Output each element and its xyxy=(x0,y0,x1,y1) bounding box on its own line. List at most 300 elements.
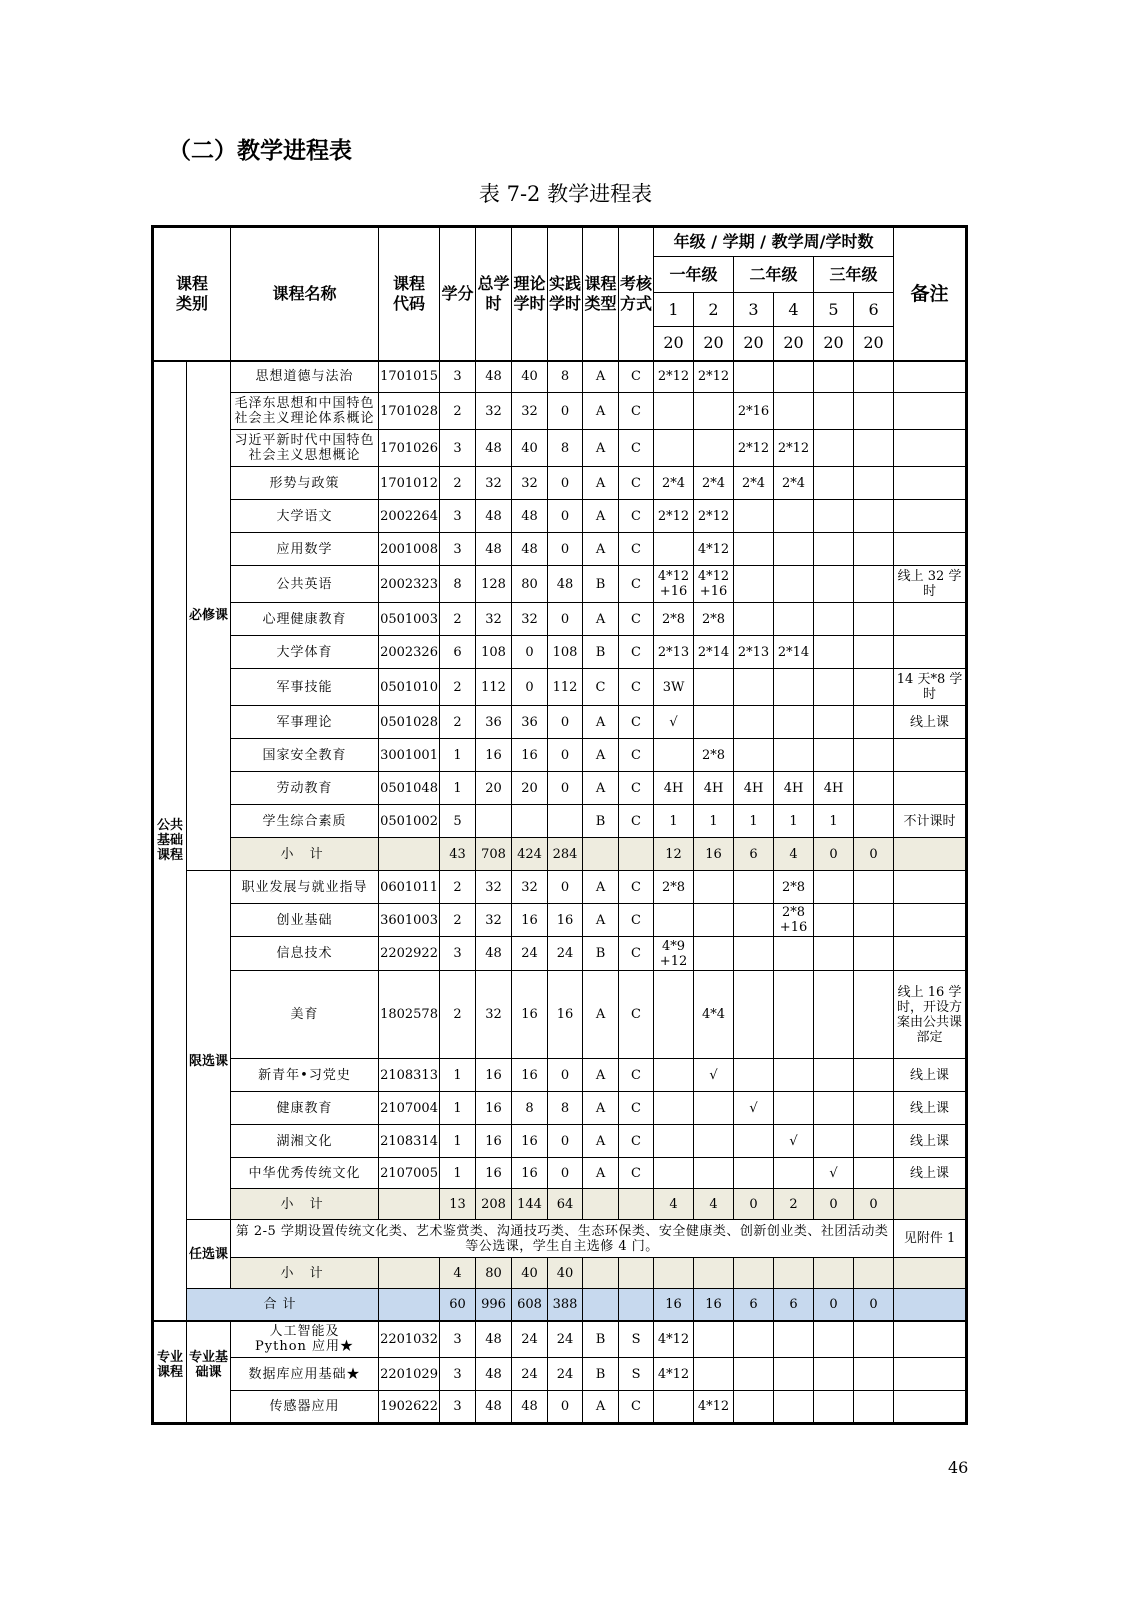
term-2-hours xyxy=(694,393,734,430)
header-credit: 学分 xyxy=(440,227,476,361)
course-exam-mode: C xyxy=(619,500,654,533)
subtotal-total-hours: 208 xyxy=(476,1189,512,1220)
subtotal-exam xyxy=(619,1258,654,1289)
term-6-hours xyxy=(854,1358,894,1391)
course-code: 2001008 xyxy=(379,533,440,566)
header-remark: 备注 xyxy=(894,227,967,361)
course-exam-mode: C xyxy=(619,669,654,706)
term-6-hours xyxy=(854,566,894,603)
term-3-hours xyxy=(734,500,774,533)
course-total-hours: 32 xyxy=(476,904,512,937)
course-type: A xyxy=(583,904,619,937)
subtotal-type xyxy=(583,1289,619,1321)
course-exam-mode: S xyxy=(619,1321,654,1358)
course-theory-hours: 24 xyxy=(512,937,548,971)
header-course-type: 课程 类型 xyxy=(583,227,619,361)
course-remark: 线上课 xyxy=(894,1158,967,1189)
term-3-hours xyxy=(734,1158,774,1189)
course-name: 应用数学 xyxy=(231,533,379,566)
course-total-hours: 112 xyxy=(476,669,512,706)
course-practice-hours: 0 xyxy=(548,1125,583,1158)
course-total-hours: 108 xyxy=(476,636,512,669)
term-2-hours xyxy=(694,937,734,971)
course-total-hours: 48 xyxy=(476,1358,512,1391)
course-practice-hours: 0 xyxy=(548,1059,583,1092)
course-row xyxy=(153,871,967,904)
term-1-hours: 2*12 xyxy=(654,361,694,393)
course-exam-mode: C xyxy=(619,971,654,1059)
course-exam-mode: C xyxy=(619,393,654,430)
course-theory-hours: 32 xyxy=(512,467,548,500)
course-practice-hours: 0 xyxy=(548,739,583,772)
term-3-hours xyxy=(734,1125,774,1158)
course-practice-hours: 24 xyxy=(548,1358,583,1391)
course-credit: 3 xyxy=(440,1358,476,1391)
course-credit: 1 xyxy=(440,772,476,805)
course-credit: 8 xyxy=(440,566,476,603)
term-2-hours xyxy=(694,1092,734,1125)
subtotal-code xyxy=(379,1189,440,1220)
term-4-hours xyxy=(774,566,814,603)
course-type: B xyxy=(583,1321,619,1358)
course-type: B xyxy=(583,636,619,669)
subtotal-remark xyxy=(894,1189,967,1220)
term-2-hours xyxy=(694,430,734,467)
term-4-hours xyxy=(774,533,814,566)
course-code: 1902622 xyxy=(379,1391,440,1424)
term-3-hours xyxy=(734,1391,774,1424)
course-remark xyxy=(894,361,967,393)
header-weeks-6: 20 xyxy=(854,327,894,361)
term-3-hours: 4H xyxy=(734,772,774,805)
term-5-hours xyxy=(814,393,854,430)
term-5-hours xyxy=(814,1391,854,1424)
term-3-hours xyxy=(734,669,774,706)
term-4-hours: 2*8 xyxy=(774,871,814,904)
course-name: 健康教育 xyxy=(231,1092,379,1125)
term-5-hours xyxy=(814,937,854,971)
course-theory-hours: 80 xyxy=(512,566,548,603)
course-row xyxy=(153,772,967,805)
course-exam-mode: C xyxy=(619,739,654,772)
course-theory-hours: 32 xyxy=(512,393,548,430)
course-credit: 3 xyxy=(440,1391,476,1424)
course-type: B xyxy=(583,805,619,838)
course-name: 中华优秀传统文化 xyxy=(231,1158,379,1189)
course-type: A xyxy=(583,772,619,805)
term-6-hours xyxy=(854,904,894,937)
course-credit: 3 xyxy=(440,1321,476,1358)
term-2-hours: 2*4 xyxy=(694,467,734,500)
subtotal-practice-hours: 40 xyxy=(548,1258,583,1289)
term-3-hours: 1 xyxy=(734,805,774,838)
course-practice-hours: 0 xyxy=(548,706,583,739)
course-total-hours: 48 xyxy=(476,937,512,971)
subtotal-term-2: 4 xyxy=(694,1189,734,1220)
course-remark: 线上 32 学时 xyxy=(894,566,967,603)
term-3-hours xyxy=(734,937,774,971)
term-1-hours: 3W xyxy=(654,669,694,706)
term-1-hours xyxy=(654,1391,694,1424)
term-4-hours xyxy=(774,500,814,533)
subtotal-term-4 xyxy=(774,1258,814,1289)
subtotal-term-3: 6 xyxy=(734,838,774,871)
course-type: A xyxy=(583,971,619,1059)
subtotal-code xyxy=(379,1258,440,1289)
header-year2: 二年级 xyxy=(734,257,814,293)
course-type: A xyxy=(583,739,619,772)
group-required: 必修课 xyxy=(187,361,231,871)
course-row xyxy=(153,500,967,533)
term-6-hours xyxy=(854,1158,894,1189)
header-schedule: 年级 / 学期 / 教学周/学时数 xyxy=(654,227,894,257)
header-weeks-2: 20 xyxy=(694,327,734,361)
term-6-hours xyxy=(854,937,894,971)
course-practice-hours: 0 xyxy=(548,393,583,430)
course-code: 0501003 xyxy=(379,603,440,636)
course-name: 职业发展与就业指导 xyxy=(231,871,379,904)
course-exam-mode: C xyxy=(619,467,654,500)
term-5-hours xyxy=(814,430,854,467)
subtotal-code xyxy=(379,1289,440,1321)
term-6-hours xyxy=(854,1125,894,1158)
subtotal-term-1: 16 xyxy=(654,1289,694,1321)
term-4-hours xyxy=(774,706,814,739)
term-5-hours xyxy=(814,533,854,566)
course-total-hours: 48 xyxy=(476,430,512,467)
term-4-hours xyxy=(774,937,814,971)
term-2-hours: 2*8 xyxy=(694,739,734,772)
course-remark xyxy=(894,393,967,430)
course-type: A xyxy=(583,1059,619,1092)
course-code: 0501048 xyxy=(379,772,440,805)
term-1-hours xyxy=(654,904,694,937)
course-total-hours: 20 xyxy=(476,772,512,805)
course-name: 学生综合素质 xyxy=(231,805,379,838)
course-theory-hours: 48 xyxy=(512,500,548,533)
header-term-3: 3 xyxy=(734,293,774,327)
course-remark: 线上课 xyxy=(894,1059,967,1092)
course-name: 毛泽东思想和中国特色社会主义理论体系概论 xyxy=(231,393,379,430)
course-practice-hours: 0 xyxy=(548,603,583,636)
course-credit: 3 xyxy=(440,500,476,533)
course-practice-hours: 8 xyxy=(548,430,583,467)
course-theory-hours: 24 xyxy=(512,1358,548,1391)
term-6-hours xyxy=(854,467,894,500)
subtotal-practice-hours: 64 xyxy=(548,1189,583,1220)
course-theory-hours: 16 xyxy=(512,1125,548,1158)
course-row xyxy=(153,636,967,669)
course-type: A xyxy=(583,361,619,393)
course-total-hours: 16 xyxy=(476,739,512,772)
term-2-hours: 4*4 xyxy=(694,971,734,1059)
course-code: 2002264 xyxy=(379,500,440,533)
subtotal-term-4: 4 xyxy=(774,838,814,871)
course-theory-hours: 0 xyxy=(512,636,548,669)
term-5-hours: 4H xyxy=(814,772,854,805)
term-3-hours: 2*16 xyxy=(734,393,774,430)
course-total-hours xyxy=(476,805,512,838)
course-code: 0601011 xyxy=(379,871,440,904)
course-exam-mode: C xyxy=(619,636,654,669)
term-2-hours: 2*8 xyxy=(694,603,734,636)
page-number: 46 xyxy=(948,1458,969,1477)
header-term-1: 1 xyxy=(654,293,694,327)
course-name: 湖湘文化 xyxy=(231,1125,379,1158)
term-6-hours xyxy=(854,393,894,430)
course-theory-hours: 48 xyxy=(512,1391,548,1424)
term-6-hours xyxy=(854,1092,894,1125)
term-1-hours: √ xyxy=(654,706,694,739)
term-3-hours xyxy=(734,603,774,636)
course-row xyxy=(153,1125,967,1158)
subtotal-term-2: 16 xyxy=(694,838,734,871)
term-5-hours xyxy=(814,566,854,603)
course-exam-mode: C xyxy=(619,1125,654,1158)
term-2-hours: 2*14 xyxy=(694,636,734,669)
term-6-hours xyxy=(854,739,894,772)
course-credit: 3 xyxy=(440,533,476,566)
grand-total-label: 合计 xyxy=(187,1289,379,1321)
subtotal-term-5 xyxy=(814,1258,854,1289)
course-remark xyxy=(894,500,967,533)
course-remark: 线上课 xyxy=(894,706,967,739)
term-5-hours xyxy=(814,871,854,904)
course-name: 创业基础 xyxy=(231,904,379,937)
course-total-hours: 32 xyxy=(476,393,512,430)
header-term-2: 2 xyxy=(694,293,734,327)
term-5-hours xyxy=(814,669,854,706)
course-exam-mode: C xyxy=(619,1391,654,1424)
course-row xyxy=(153,1321,967,1358)
course-name: 传感器应用 xyxy=(231,1391,379,1424)
course-credit: 2 xyxy=(440,971,476,1059)
course-credit: 6 xyxy=(440,636,476,669)
term-4-hours xyxy=(774,971,814,1059)
course-type: C xyxy=(583,669,619,706)
subtotal-credit: 13 xyxy=(440,1189,476,1220)
term-1-hours: 2*12 xyxy=(654,500,694,533)
subtotal-row xyxy=(153,1189,967,1220)
grand-total-row xyxy=(153,1289,967,1321)
subtotal-term-4: 6 xyxy=(774,1289,814,1321)
course-remark: 线上 16 学时，开设方案由公共课部定 xyxy=(894,971,967,1059)
term-1-hours xyxy=(654,739,694,772)
term-4-hours: 2*14 xyxy=(774,636,814,669)
term-2-hours: 4*12 +16 xyxy=(694,566,734,603)
course-type: A xyxy=(583,430,619,467)
course-total-hours: 16 xyxy=(476,1158,512,1189)
course-credit: 1 xyxy=(440,1158,476,1189)
course-code: 2108313 xyxy=(379,1059,440,1092)
subtotal-credit: 60 xyxy=(440,1289,476,1321)
course-credit: 1 xyxy=(440,1092,476,1125)
course-row xyxy=(153,706,967,739)
course-practice-hours xyxy=(548,805,583,838)
course-total-hours: 16 xyxy=(476,1059,512,1092)
term-3-hours: 2*12 xyxy=(734,430,774,467)
course-total-hours: 32 xyxy=(476,467,512,500)
course-practice-hours: 0 xyxy=(548,500,583,533)
course-row xyxy=(153,566,967,603)
course-exam-mode: C xyxy=(619,1092,654,1125)
course-code: 3001001 xyxy=(379,739,440,772)
term-2-hours xyxy=(694,871,734,904)
course-practice-hours: 0 xyxy=(548,1391,583,1424)
course-name: 国家安全教育 xyxy=(231,739,379,772)
subtotal-remark xyxy=(894,838,967,871)
subtotal-theory-hours: 144 xyxy=(512,1189,548,1220)
term-4-hours: 2*12 xyxy=(774,430,814,467)
course-theory-hours: 16 xyxy=(512,1158,548,1189)
course-name: 劳动教育 xyxy=(231,772,379,805)
course-row xyxy=(153,1358,967,1391)
subtotal-type xyxy=(583,1189,619,1220)
header-theory-hours: 理论 学时 xyxy=(512,227,548,361)
course-total-hours: 32 xyxy=(476,971,512,1059)
term-5-hours xyxy=(814,603,854,636)
subtotal-term-6: 0 xyxy=(854,1189,894,1220)
course-code: 2107004 xyxy=(379,1092,440,1125)
course-total-hours: 32 xyxy=(476,603,512,636)
course-row xyxy=(153,739,967,772)
subtotal-term-3: 0 xyxy=(734,1189,774,1220)
term-4-hours: 2*8 +16 xyxy=(774,904,814,937)
header-weeks-3: 20 xyxy=(734,327,774,361)
header-weeks-1: 20 xyxy=(654,327,694,361)
course-exam-mode: C xyxy=(619,805,654,838)
subtotal-term-6 xyxy=(854,1258,894,1289)
course-name: 信息技术 xyxy=(231,937,379,971)
course-practice-hours: 8 xyxy=(548,1092,583,1125)
subtotal-label: 小 计 xyxy=(231,1189,379,1220)
subtotal-remark xyxy=(894,1258,967,1289)
term-1-hours xyxy=(654,393,694,430)
term-3-hours xyxy=(734,739,774,772)
term-3-hours xyxy=(734,1059,774,1092)
course-code: 0501028 xyxy=(379,706,440,739)
course-theory-hours: 16 xyxy=(512,904,548,937)
course-remark xyxy=(894,430,967,467)
course-theory-hours: 48 xyxy=(512,533,548,566)
term-5-hours xyxy=(814,1059,854,1092)
term-4-hours xyxy=(774,739,814,772)
course-exam-mode: C xyxy=(619,603,654,636)
term-3-hours xyxy=(734,706,774,739)
subtotal-term-2 xyxy=(694,1258,734,1289)
term-2-hours xyxy=(694,669,734,706)
term-6-hours xyxy=(854,636,894,669)
term-5-hours xyxy=(814,1125,854,1158)
course-theory-hours: 36 xyxy=(512,706,548,739)
term-6-hours xyxy=(854,430,894,467)
course-remark: 不计课时 xyxy=(894,805,967,838)
term-5-hours xyxy=(814,1358,854,1391)
course-theory-hours: 32 xyxy=(512,603,548,636)
course-theory-hours: 16 xyxy=(512,1059,548,1092)
term-1-hours: 4*9 +12 xyxy=(654,937,694,971)
course-exam-mode: C xyxy=(619,361,654,393)
term-5-hours xyxy=(814,1321,854,1358)
course-credit: 2 xyxy=(440,904,476,937)
course-credit: 3 xyxy=(440,430,476,467)
course-total-hours: 16 xyxy=(476,1092,512,1125)
course-practice-hours: 24 xyxy=(548,937,583,971)
course-credit: 2 xyxy=(440,871,476,904)
course-code: 1701026 xyxy=(379,430,440,467)
term-4-hours xyxy=(774,1358,814,1391)
group-prof-basic: 专业基 础课 xyxy=(187,1321,231,1424)
course-name: 公共英语 xyxy=(231,566,379,603)
course-exam-mode: C xyxy=(619,1158,654,1189)
course-theory-hours xyxy=(512,805,548,838)
header-year1: 一年级 xyxy=(654,257,734,293)
course-remark: 14 天*8 学时 xyxy=(894,669,967,706)
subtotal-total-hours: 996 xyxy=(476,1289,512,1321)
term-6-hours xyxy=(854,706,894,739)
header-exam-mode: 考核 方式 xyxy=(619,227,654,361)
term-6-hours xyxy=(854,603,894,636)
subtotal-theory-hours: 424 xyxy=(512,838,548,871)
term-1-hours: 2*8 xyxy=(654,871,694,904)
term-1-hours xyxy=(654,533,694,566)
course-theory-hours: 32 xyxy=(512,871,548,904)
term-5-hours xyxy=(814,971,854,1059)
course-exam-mode: C xyxy=(619,871,654,904)
subtotal-remark xyxy=(894,1289,967,1321)
course-code: 1802578 xyxy=(379,971,440,1059)
course-total-hours: 128 xyxy=(476,566,512,603)
course-total-hours: 16 xyxy=(476,1125,512,1158)
term-5-hours xyxy=(814,636,854,669)
term-1-hours: 2*13 xyxy=(654,636,694,669)
course-practice-hours: 8 xyxy=(548,361,583,393)
term-4-hours xyxy=(774,603,814,636)
course-practice-hours: 24 xyxy=(548,1321,583,1358)
term-2-hours: √ xyxy=(694,1059,734,1092)
term-6-hours xyxy=(854,361,894,393)
group-limited: 限选课 xyxy=(187,871,231,1220)
term-1-hours: 1 xyxy=(654,805,694,838)
course-row xyxy=(153,603,967,636)
subtotal-type xyxy=(583,1258,619,1289)
subtotal-term-4: 2 xyxy=(774,1189,814,1220)
section-heading: （二）教学进程表 xyxy=(168,138,352,164)
term-1-hours xyxy=(654,1059,694,1092)
course-remark: 线上课 xyxy=(894,1092,967,1125)
subtotal-exam xyxy=(619,1289,654,1321)
term-3-hours xyxy=(734,566,774,603)
course-name: 大学体育 xyxy=(231,636,379,669)
course-type: B xyxy=(583,566,619,603)
term-6-hours xyxy=(854,1321,894,1358)
term-4-hours xyxy=(774,1092,814,1125)
subtotal-term-6: 0 xyxy=(854,838,894,871)
subtotal-practice-hours: 388 xyxy=(548,1289,583,1321)
header-name: 课程名称 xyxy=(231,227,379,361)
course-row xyxy=(153,361,967,393)
course-code: 2002326 xyxy=(379,636,440,669)
subtotal-total-hours: 708 xyxy=(476,838,512,871)
subtotal-theory-hours: 608 xyxy=(512,1289,548,1321)
course-theory-hours: 0 xyxy=(512,669,548,706)
term-3-hours: 2*4 xyxy=(734,467,774,500)
elective-note: 第 2-5 学期设置传统文化类、艺术鉴赏类、沟通技巧类、生态环保类、安全健康类、创新创业类、社团活动类等公选课，学生自主选修 4 门。 xyxy=(231,1220,894,1258)
term-1-hours xyxy=(654,430,694,467)
course-row xyxy=(153,904,967,937)
course-remark xyxy=(894,533,967,566)
course-total-hours: 48 xyxy=(476,500,512,533)
